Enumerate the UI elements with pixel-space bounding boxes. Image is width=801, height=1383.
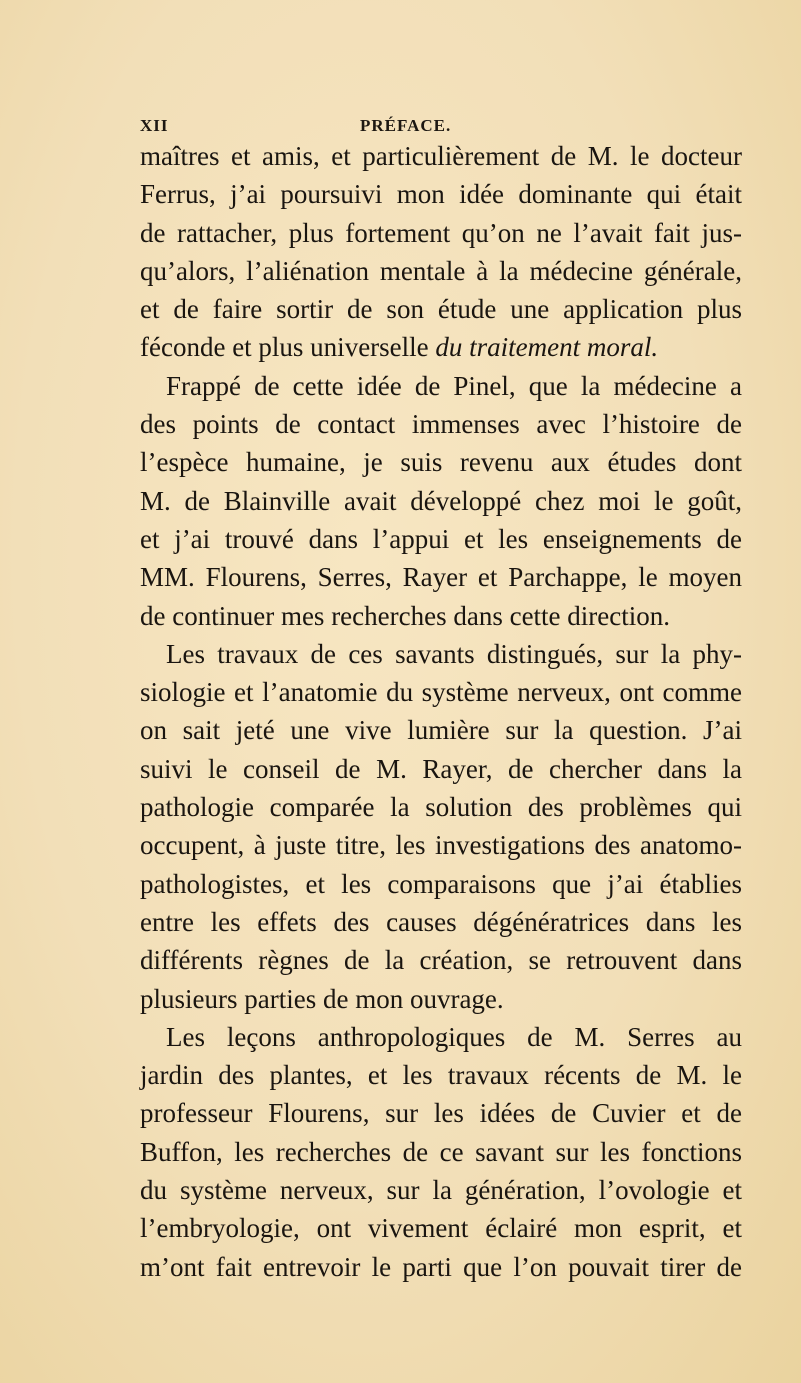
- text-line: l’espèce humaine, je suis revenu aux études dont: [140, 447, 742, 478]
- paragraph-first-line: Les travaux de ces savants distingués, sur la phy-: [166, 638, 742, 669]
- text-line: de continuer mes recherches dans cette direction.: [140, 600, 671, 631]
- text-line: occupent, à juste titre, les investigations des anatomo-: [140, 830, 742, 861]
- text-line: Ferrus, j’ai poursuivi mon idée dominante qui était: [140, 179, 742, 210]
- text-line: différents règnes de la création, se retrouvent dans: [140, 945, 742, 976]
- text-line: l’embryologie, ont vivement éclairé mon esprit, et: [140, 1213, 742, 1244]
- text-line: maîtres et amis, et particulièrement de M. le docteur: [140, 141, 742, 171]
- text-run: féconde et plus universelle: [140, 332, 436, 363]
- text-line: qu’alors, l’aliénation mentale à la médecine générale,: [140, 255, 742, 286]
- text-line: des points de contact immenses avec l’histoire de: [140, 409, 742, 440]
- body-text: [140, 137, 742, 1286]
- text-line: professeur Flourens, sur les idées de Cuvier et de: [140, 1098, 742, 1129]
- text-line: et de faire sortir de son étude une application plus: [140, 294, 742, 325]
- text-line: on sait jeté une vive lumière sur la question. J’ai: [140, 715, 742, 746]
- text-line: M. de Blainville avait développé chez moi le goût,: [140, 485, 742, 516]
- text-line: jardin des plantes, et les travaux récents de M. le: [140, 1060, 742, 1091]
- text-line: pathologie comparée la solution des problèmes qui: [140, 792, 742, 823]
- paragraph-first-line: Les leçons anthropologiques de M. Serres au: [166, 1021, 742, 1052]
- text-line: plusieurs parties de mon ouvrage.: [140, 983, 504, 1014]
- text-line: Buffon, les recherches de ce savant sur les fonctions: [140, 1136, 742, 1167]
- italic-phrase: du traitement moral.: [435, 332, 659, 363]
- text-line: de rattacher, plus fortement qu’on ne l’avait fait jus-: [140, 217, 742, 248]
- text-line: m’ont fait entrevoir le parti que l’on pouvait tirer de: [140, 1251, 742, 1282]
- page-number: XII: [140, 116, 169, 135]
- paragraph-first-line: Frappé de cette idée de Pinel, que la médecine a: [166, 370, 742, 401]
- text-line: MM. Flourens, Serres, Rayer et Parchappe, le moyen: [140, 562, 742, 593]
- text-line: suivi le conseil de M. Rayer, de chercher dans la: [140, 753, 742, 784]
- running-title: PRÉFACE.: [360, 116, 452, 135]
- text-line: pathologistes, et les comparaisons que j’ai établies: [140, 868, 742, 899]
- text-line: entre les effets des causes dégénératrices dans les: [140, 906, 742, 937]
- text-line: du système nerveux, sur la génération, l’ovologie et: [140, 1175, 742, 1206]
- text-line: siologie et l’anatomie du système nerveux, ont comme: [140, 677, 742, 708]
- text-line: et j’ai trouvé dans l’appui et les enseignements de: [140, 523, 742, 554]
- text-line: [140, 328, 742, 366]
